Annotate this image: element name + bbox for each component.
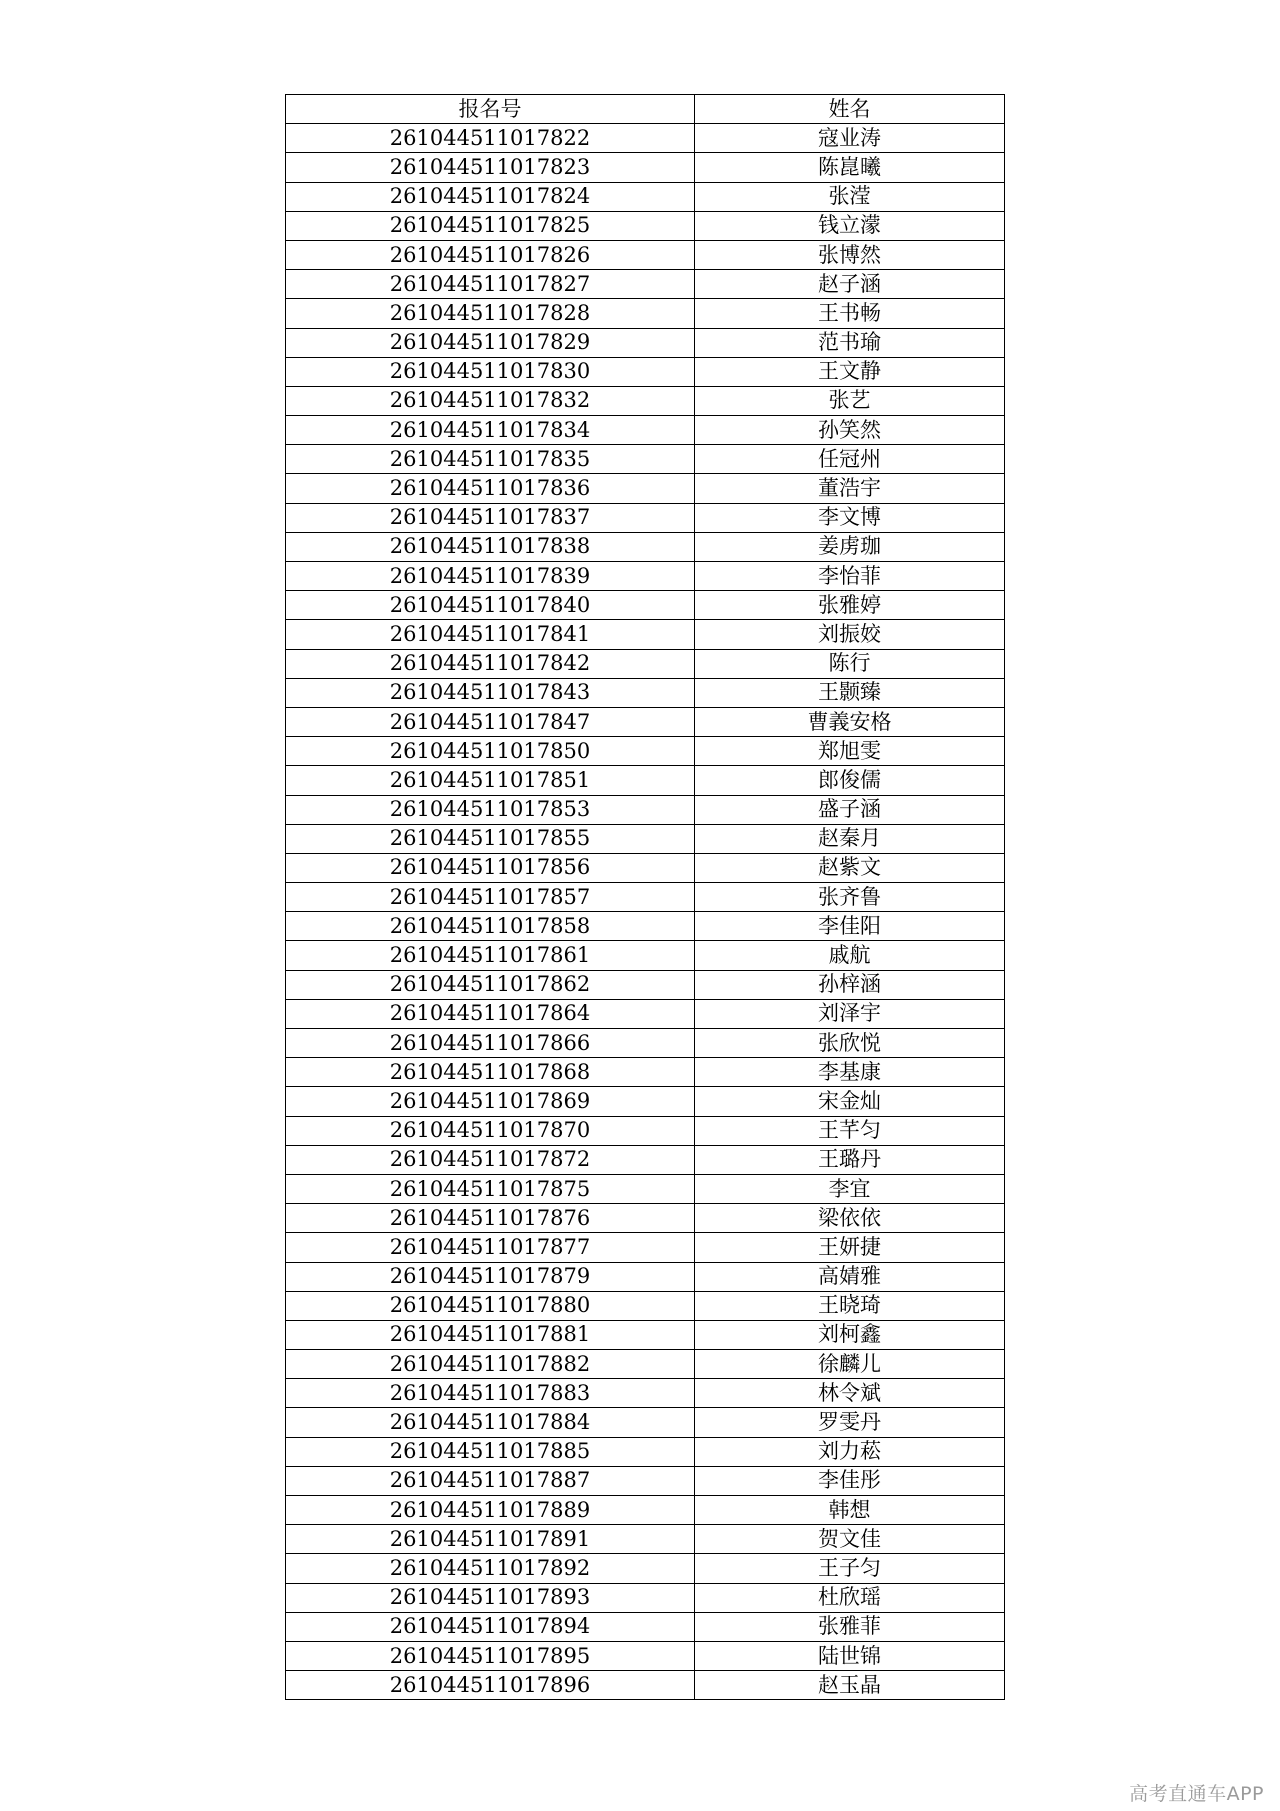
registration-number-cell: 261044511017837: [286, 503, 695, 532]
table-row: [286, 853, 1005, 882]
table-row: [286, 1496, 1005, 1525]
roster-table: [285, 94, 1005, 1700]
registration-number-cell: 261044511017850: [286, 737, 695, 766]
table-row: [286, 1262, 1005, 1291]
watermark-text: 高考直通车APP: [1129, 1783, 1264, 1805]
name-cell: 王芊匀: [695, 1116, 1005, 1145]
table-row: [286, 1145, 1005, 1174]
registration-number-cell: 261044511017882: [286, 1350, 695, 1379]
name-cell: 盛子涵: [695, 795, 1005, 824]
table-row: [286, 357, 1005, 386]
name-cell: 王颢臻: [695, 678, 1005, 707]
table-row: [286, 999, 1005, 1028]
table-row: [286, 883, 1005, 912]
registration-number-cell: 261044511017881: [286, 1320, 695, 1349]
name-cell: 贺文佳: [695, 1525, 1005, 1554]
name-cell: 赵子涵: [695, 270, 1005, 299]
table-row: [286, 474, 1005, 503]
registration-number-cell: 261044511017824: [286, 182, 695, 211]
name-cell: 郎俊儒: [695, 766, 1005, 795]
table-row: [286, 445, 1005, 474]
table-row: [286, 1671, 1005, 1700]
table-row: [286, 503, 1005, 532]
registration-number-cell: 261044511017883: [286, 1379, 695, 1408]
registration-number-cell: 261044511017838: [286, 532, 695, 561]
table-header: [286, 95, 1005, 124]
registration-number-cell: 261044511017823: [286, 153, 695, 182]
name-cell: 杜欣瑶: [695, 1583, 1005, 1612]
registration-number-cell: 261044511017856: [286, 853, 695, 882]
name-cell: 张齐鲁: [695, 883, 1005, 912]
table-row: [286, 620, 1005, 649]
registration-number-cell: 261044511017889: [286, 1496, 695, 1525]
name-cell: 陈行: [695, 649, 1005, 678]
registration-number-cell: 261044511017876: [286, 1204, 695, 1233]
registration-number-cell: 261044511017861: [286, 941, 695, 970]
name-cell: 李文博: [695, 503, 1005, 532]
name-cell: 郑旭雯: [695, 737, 1005, 766]
name-cell: 林令斌: [695, 1379, 1005, 1408]
table-row: [286, 1583, 1005, 1612]
name-cell: 王书畅: [695, 299, 1005, 328]
name-cell: 陈崑曦: [695, 153, 1005, 182]
table-row: [286, 678, 1005, 707]
name-cell: 赵秦月: [695, 824, 1005, 853]
name-cell: 董浩宇: [695, 474, 1005, 503]
table-row: [286, 299, 1005, 328]
registration-number-cell: 261044511017858: [286, 912, 695, 941]
table-row: [286, 270, 1005, 299]
registration-number-cell: 261044511017829: [286, 328, 695, 357]
name-cell: 李宜: [695, 1174, 1005, 1203]
table-row: [286, 1087, 1005, 1116]
registration-number-cell: 261044511017842: [286, 649, 695, 678]
name-cell: 张雅婷: [695, 591, 1005, 620]
table-body: [286, 124, 1005, 1700]
table-row: [286, 766, 1005, 795]
registration-number-cell: 261044511017834: [286, 416, 695, 445]
table-row: [286, 182, 1005, 211]
registration-number-cell: 261044511017877: [286, 1233, 695, 1262]
registration-number-cell: 261044511017825: [286, 211, 695, 240]
name-cell: 王子匀: [695, 1554, 1005, 1583]
registration-number-cell: 261044511017841: [286, 620, 695, 649]
registration-number-cell: 261044511017839: [286, 562, 695, 591]
registration-number-cell: 261044511017847: [286, 707, 695, 736]
table-row: [286, 1641, 1005, 1670]
name-cell: 曹義安格: [695, 707, 1005, 736]
registration-number-cell: 261044511017868: [286, 1058, 695, 1087]
registration-number-cell: 261044511017862: [286, 970, 695, 999]
table-row: [286, 970, 1005, 999]
table-row: [286, 795, 1005, 824]
registration-number-cell: 261044511017822: [286, 124, 695, 153]
table-row: [286, 1233, 1005, 1262]
registration-number-cell: 261044511017840: [286, 591, 695, 620]
table-row: [286, 1174, 1005, 1203]
name-cell: 孙笑然: [695, 416, 1005, 445]
name-cell: 李佳阳: [695, 912, 1005, 941]
table-row: [286, 1029, 1005, 1058]
name-cell: 梁依依: [695, 1204, 1005, 1233]
registration-number-cell: 261044511017827: [286, 270, 695, 299]
name-cell: 张艺: [695, 386, 1005, 415]
registration-number-cell: 261044511017835: [286, 445, 695, 474]
table-row: [286, 1437, 1005, 1466]
name-cell: 姜虏珈: [695, 532, 1005, 561]
name-cell: 戚航: [695, 941, 1005, 970]
name-cell: 陆世锦: [695, 1641, 1005, 1670]
name-cell: 孙梓涵: [695, 970, 1005, 999]
registration-number-cell: 261044511017894: [286, 1612, 695, 1641]
name-cell: 寇业涛: [695, 124, 1005, 153]
registration-number-cell: 261044511017853: [286, 795, 695, 824]
table-row: [286, 1466, 1005, 1495]
name-cell: 罗雯丹: [695, 1408, 1005, 1437]
name-cell: 张雅菲: [695, 1612, 1005, 1641]
registration-number-cell: 261044511017864: [286, 999, 695, 1028]
table-row: [286, 1612, 1005, 1641]
registration-number-cell: 261044511017887: [286, 1466, 695, 1495]
table-row: [286, 737, 1005, 766]
name-cell: 高婧雅: [695, 1262, 1005, 1291]
table-row: [286, 240, 1005, 269]
column-header-registration-number: 报名号: [286, 95, 695, 124]
registration-number-cell: 261044511017891: [286, 1525, 695, 1554]
table-row: [286, 1204, 1005, 1233]
table-row: [286, 941, 1005, 970]
name-cell: 李怡菲: [695, 562, 1005, 591]
column-header-name: 姓名: [695, 95, 1005, 124]
table-row: [286, 153, 1005, 182]
table-row: [286, 1116, 1005, 1145]
table-row: [286, 124, 1005, 153]
table-row: [286, 1525, 1005, 1554]
registration-number-cell: 261044511017832: [286, 386, 695, 415]
table-row: [286, 416, 1005, 445]
table-row: [286, 1350, 1005, 1379]
table-row: [286, 1379, 1005, 1408]
registration-number-cell: 261044511017872: [286, 1145, 695, 1174]
registration-number-cell: 261044511017892: [286, 1554, 695, 1583]
registration-number-cell: 261044511017855: [286, 824, 695, 853]
name-cell: 范书瑜: [695, 328, 1005, 357]
registration-number-cell: 261044511017879: [286, 1262, 695, 1291]
registration-number-cell: 261044511017866: [286, 1029, 695, 1058]
table-row: [286, 591, 1005, 620]
name-cell: 任冠州: [695, 445, 1005, 474]
name-cell: 赵紫文: [695, 853, 1005, 882]
table-row: [286, 386, 1005, 415]
registration-number-cell: 261044511017828: [286, 299, 695, 328]
registration-number-cell: 261044511017870: [286, 1116, 695, 1145]
name-cell: 张博然: [695, 240, 1005, 269]
registration-number-cell: 261044511017893: [286, 1583, 695, 1612]
table-row: [286, 1291, 1005, 1320]
registration-number-cell: 261044511017885: [286, 1437, 695, 1466]
registration-number-cell: 261044511017826: [286, 240, 695, 269]
table-row: [286, 211, 1005, 240]
table-row: [286, 1320, 1005, 1349]
name-cell: 李基康: [695, 1058, 1005, 1087]
name-cell: 王璐丹: [695, 1145, 1005, 1174]
registration-number-cell: 261044511017830: [286, 357, 695, 386]
name-cell: 刘泽宇: [695, 999, 1005, 1028]
name-cell: 刘振姣: [695, 620, 1005, 649]
name-cell: 张欣悦: [695, 1029, 1005, 1058]
registration-number-cell: 261044511017869: [286, 1087, 695, 1116]
name-cell: 徐麟儿: [695, 1350, 1005, 1379]
table-row: [286, 1554, 1005, 1583]
name-cell: 钱立濛: [695, 211, 1005, 240]
table-row: [286, 649, 1005, 678]
registration-number-cell: 261044511017857: [286, 883, 695, 912]
table-row: [286, 1408, 1005, 1437]
table-row: [286, 562, 1005, 591]
registration-number-cell: 261044511017843: [286, 678, 695, 707]
name-cell: 宋金灿: [695, 1087, 1005, 1116]
registration-number-cell: 261044511017884: [286, 1408, 695, 1437]
table-row: [286, 328, 1005, 357]
name-cell: 王晓琦: [695, 1291, 1005, 1320]
table-row: [286, 824, 1005, 853]
registration-number-cell: 261044511017895: [286, 1641, 695, 1670]
name-cell: 张滢: [695, 182, 1005, 211]
name-cell: 刘柯鑫: [695, 1320, 1005, 1349]
table-row: [286, 532, 1005, 561]
name-cell: 王文静: [695, 357, 1005, 386]
name-cell: 韩想: [695, 1496, 1005, 1525]
name-cell: 李佳彤: [695, 1466, 1005, 1495]
table-row: [286, 707, 1005, 736]
header-row: [286, 95, 1005, 124]
registration-number-cell: 261044511017880: [286, 1291, 695, 1320]
registration-number-cell: 261044511017851: [286, 766, 695, 795]
registration-number-cell: 261044511017896: [286, 1671, 695, 1700]
registration-number-cell: 261044511017875: [286, 1174, 695, 1203]
table-row: [286, 912, 1005, 941]
name-cell: 王妍捷: [695, 1233, 1005, 1262]
name-cell: 刘力菘: [695, 1437, 1005, 1466]
table-row: [286, 1058, 1005, 1087]
name-cell: 赵玉晶: [695, 1671, 1005, 1700]
registration-number-cell: 261044511017836: [286, 474, 695, 503]
